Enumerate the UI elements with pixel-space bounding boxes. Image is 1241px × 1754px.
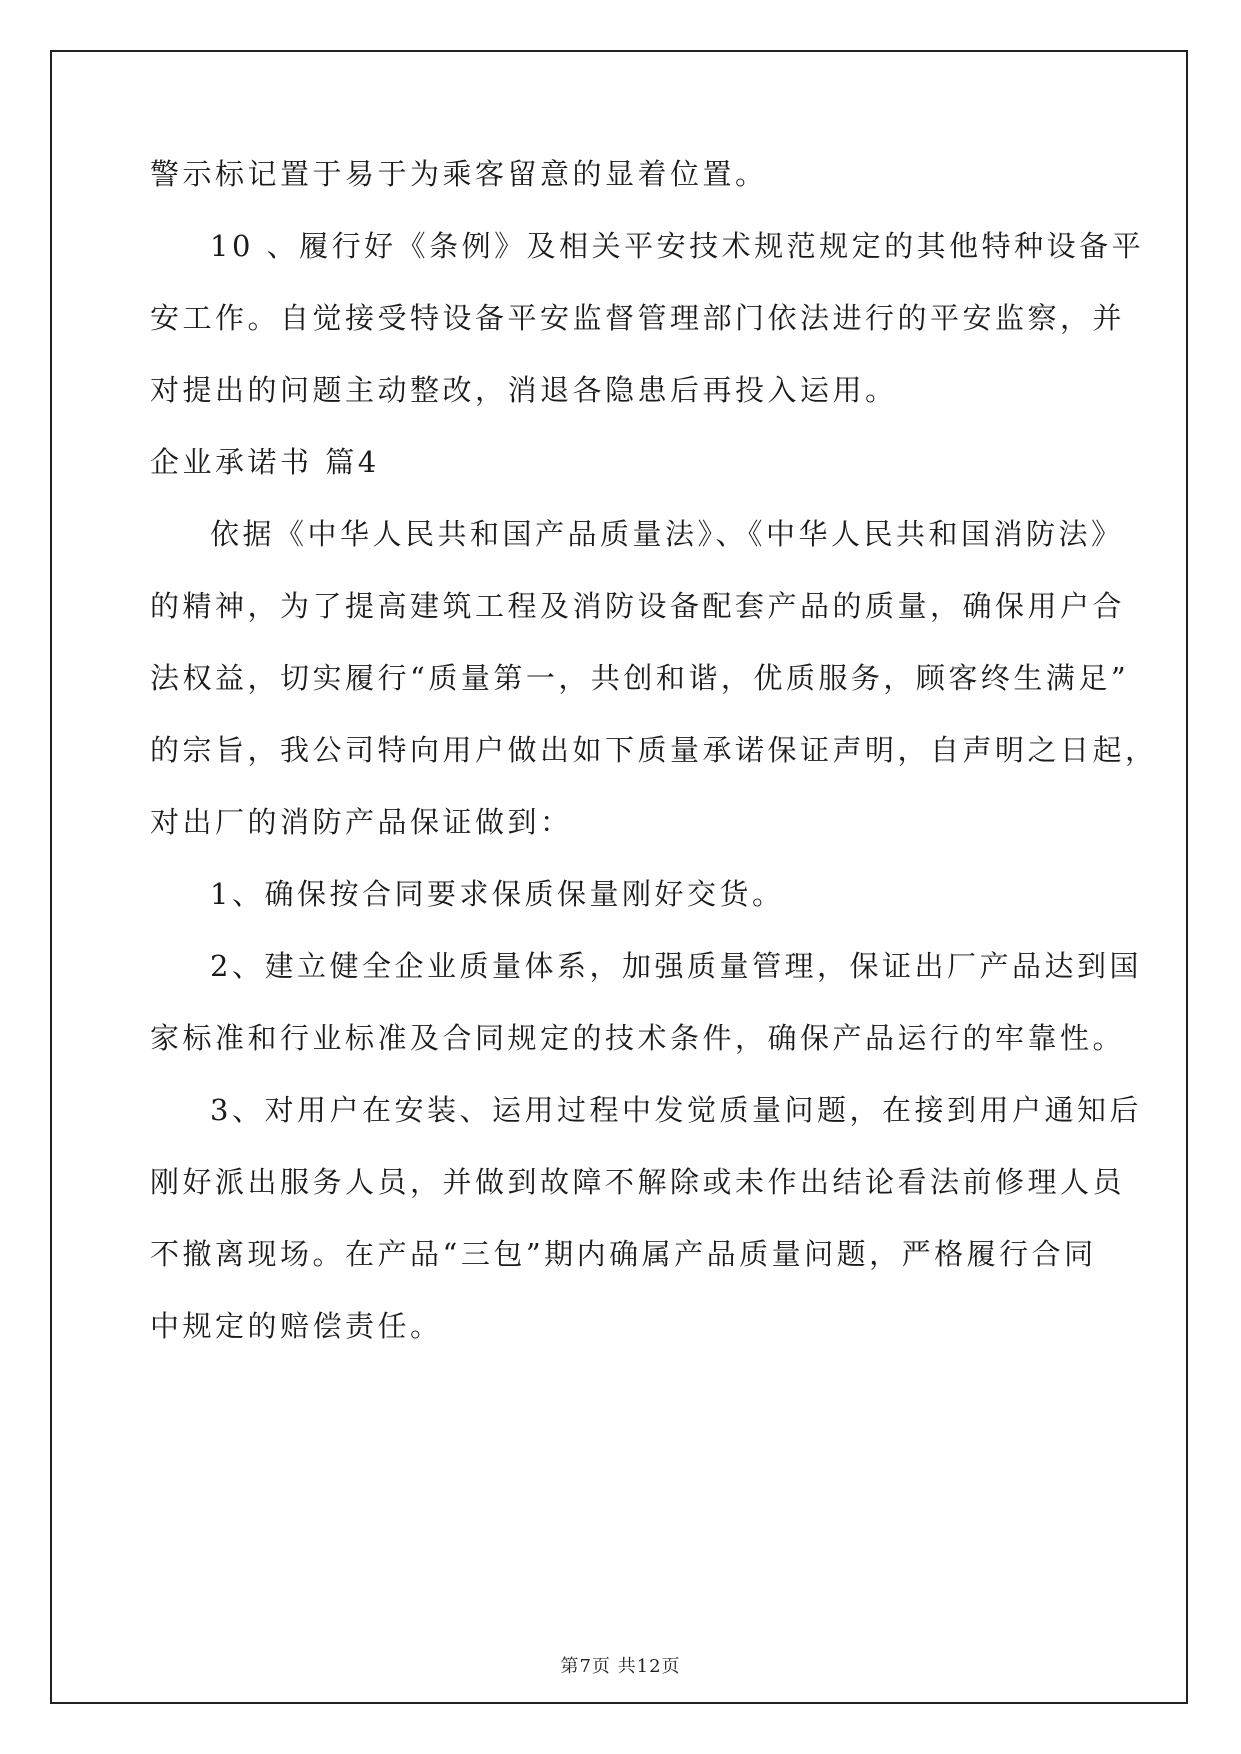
body-text-line: 安工作。自觉接受特设备平安监督管理部门依法进行的平安监察，并 xyxy=(150,301,1126,335)
body-text-line: 10 、履行好《条例》及相关平安技术规范规定的其他特种设备平 xyxy=(210,229,1145,263)
page-number-footer: 第7页 共12页 xyxy=(560,1656,681,1677)
body-text-line: 2、建立健全企业质量体系，加强质量管理，保证出厂产品达到国 xyxy=(210,949,1142,983)
body-text-line: 法权益，切实履行“质量第一，共创和谐，优质服务，顾客终生满足” xyxy=(150,661,1130,695)
body-text-line: 对提出的问题主动整改，消退各隐患后再投入运用。 xyxy=(150,373,898,407)
section-heading: 企业承诺书 篇4 xyxy=(150,445,380,479)
body-text-line: 中规定的赔偿责任。 xyxy=(150,1309,443,1343)
body-text-line: 对出厂的消防产品保证做到： xyxy=(150,805,573,839)
body-text-line: 依据《中华人民共和国产品质量法》、《中华人民共和国消防法》 xyxy=(210,517,1124,551)
body-text-line: 家标准和行业标准及合同规定的技术条件，确保产品运行的牢靠性。 xyxy=(150,1021,1126,1055)
body-text-line: 的宗旨，我公司特向用户做出如下质量承诺保证声明，自声明之日起， xyxy=(150,733,1158,767)
body-text-line: 1、确保按合同要求保质保量刚好交货。 xyxy=(210,877,785,911)
body-text-line: 刚好派出服务人员，并做到故障不解除或未作出结论看法前修理人员 xyxy=(150,1165,1126,1199)
body-text-line: 警示标记置于易于为乘客留意的显着位置。 xyxy=(150,157,768,191)
body-text-line: 的精神，为了提高建筑工程及消防设备配套产品的质量，确保用户合 xyxy=(150,589,1126,623)
body-text-line: 3、对用户在安装、运用过程中发觉质量问题，在接到用户通知后 xyxy=(210,1093,1142,1127)
body-text-line: 不撤离现场。在产品“三包”期内确属产品质量问题，严格履行合同 xyxy=(150,1237,1097,1271)
